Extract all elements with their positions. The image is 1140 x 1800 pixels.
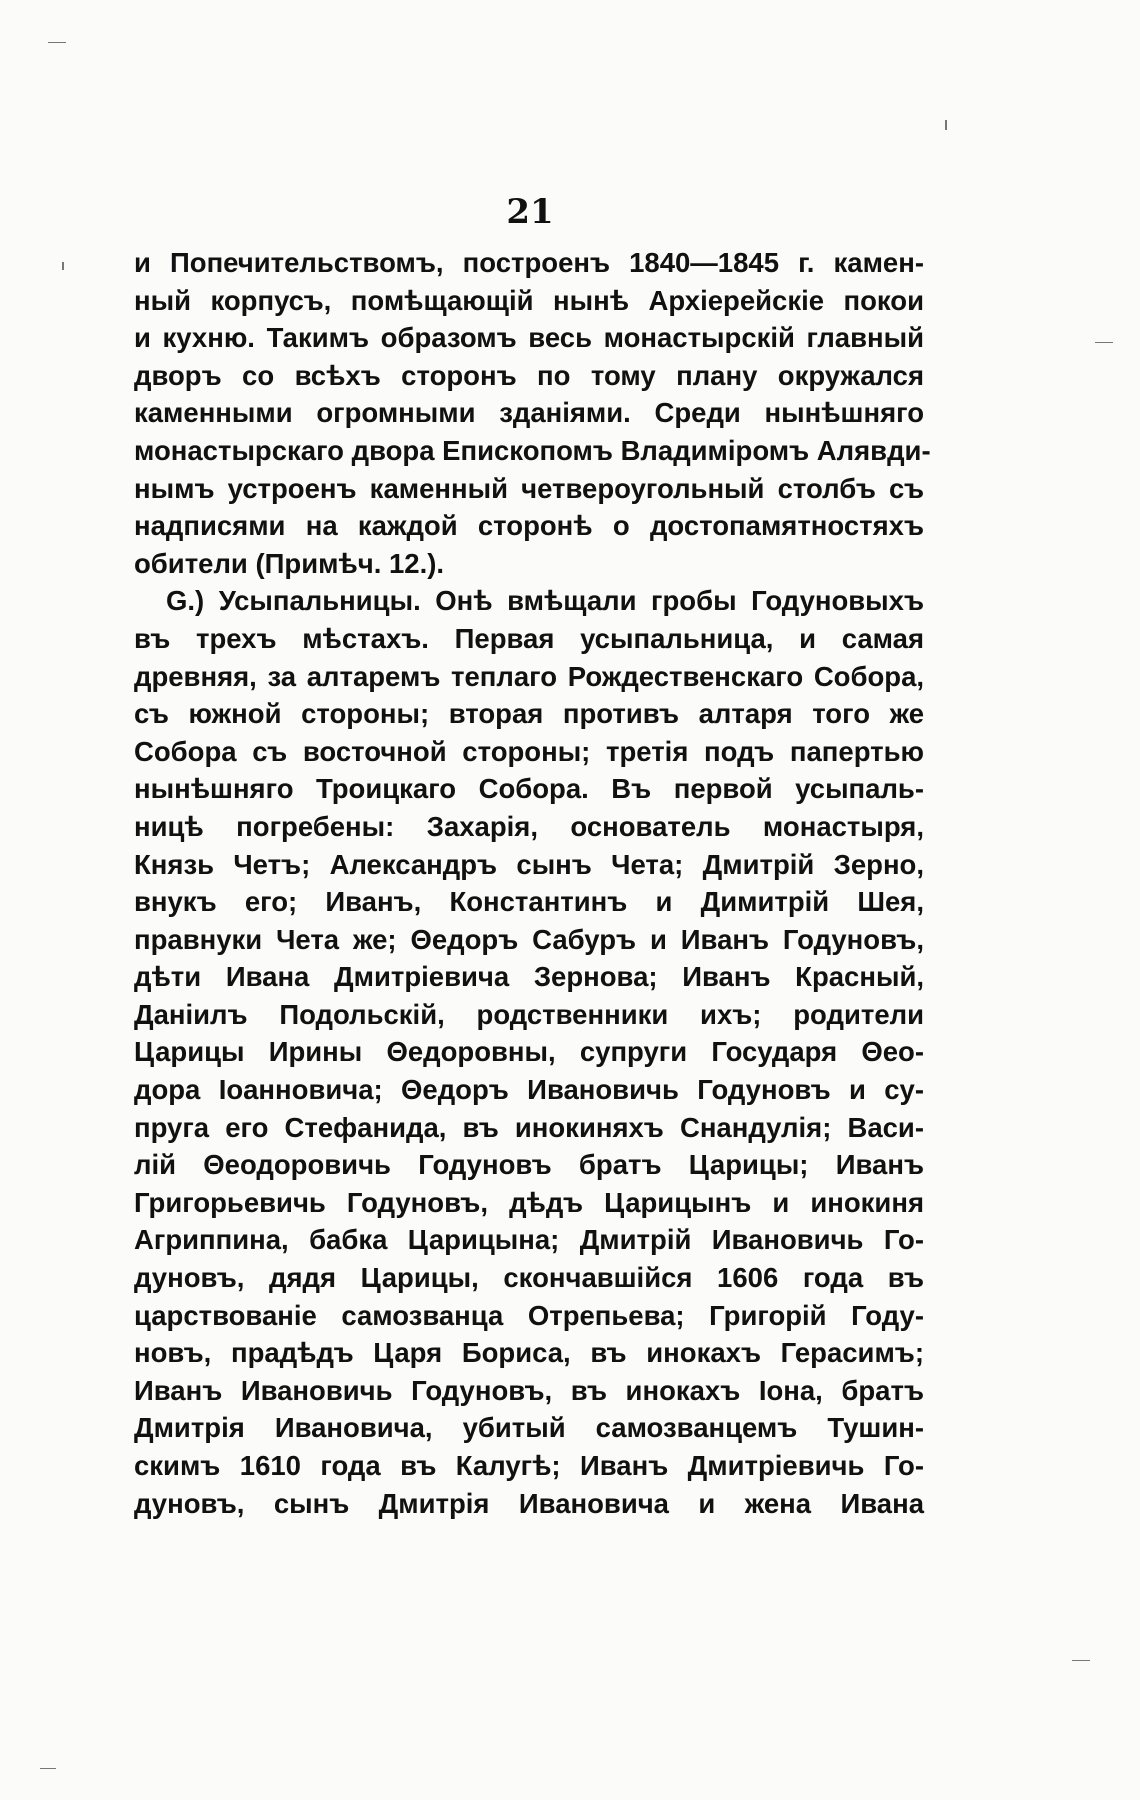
text-line: новъ, прадѣдъ Царя Бориса, въ инокахъ Герасимъ;	[134, 1337, 924, 1369]
text-line: древняя, за алтаремъ теплаго Рождественскаго Собора,	[134, 660, 924, 692]
text-line: дуновъ, сынъ Дмитрія Ивановича и жена Ивана	[134, 1487, 924, 1519]
text-line: лій Θеодоровичь Годуновъ братъ Царицы; Иванъ	[134, 1149, 924, 1181]
text-line: дворъ со всѣхъ сторонъ по тому плану окружался	[134, 359, 924, 391]
text-line: ницѣ погребены: Захарія, основатель монастыря,	[134, 810, 924, 842]
text-line: ный корпусъ, помѣщающій нынѣ Архіерейскіе покои	[134, 284, 924, 316]
text-line: Собора съ восточной стороны; третія подъ папертью	[134, 735, 924, 767]
text-line: правнуки Чета же; Θедоръ Сабуръ и Иванъ Годуновъ,	[134, 923, 924, 955]
text-line: Агриппина, бабка Царицына; Дмитрій Ивановичь Го-	[134, 1224, 924, 1256]
text-line: нынѣшняго Троицкаго Собора. Въ первой усыпаль-	[134, 773, 924, 805]
text-line: Иванъ Ивановичь Годуновъ, въ инокахъ Іона, братъ	[134, 1374, 924, 1406]
text-line: съ южной стороны; вторая противъ алтаря того же	[134, 698, 924, 730]
text-line: внукъ его; Иванъ, Константинъ и Димитрій Шея,	[134, 886, 924, 918]
text-line: Князь Четъ; Александръ сынъ Чета; Дмитрій Зерно,	[134, 848, 924, 880]
text-line: дѣти Ивана Дмитріевича Зернова; Иванъ Красный,	[134, 961, 924, 993]
scan-mark-right-lower	[1072, 1660, 1090, 1661]
text-line: царствованіе самозванца Отрепьева; Григорій Году-	[134, 1299, 924, 1331]
text-line: въ трехъ мѣстахъ. Первая усыпальница, и самая	[134, 622, 924, 654]
page-number: 21	[506, 192, 554, 232]
text-line: надписями на каждой сторонѣ о достопамятностяхъ	[134, 510, 924, 542]
scan-mark-top-right	[945, 120, 947, 130]
text-line: Царицы Ирины Θедоровны, супруги Государя Θео-	[134, 1036, 924, 1068]
text-line: обители (Примѣч. 12.).	[134, 547, 445, 579]
text-line: скимъ 1610 года въ Калугѣ; Иванъ Дмитріевичь Го-	[134, 1450, 924, 1481]
text-line: дуновъ, дядя Царицы, скончавшійся 1606 года въ	[134, 1262, 924, 1294]
text-line: и кухню. Такимъ образомъ весь монастырскій главный	[134, 322, 924, 354]
text-line: дора Іоанновича; Θедоръ Ивановичь Годуновъ и су-	[134, 1074, 924, 1106]
text-line: и Попечительствомъ, построенъ 1840—1845 г. камен-	[134, 247, 924, 278]
text-line: Дмитрія Ивановича, убитый самозванцемъ Тушин-	[134, 1412, 924, 1444]
text-line: Даніилъ Подольскій, родственники ихъ; родители	[134, 998, 924, 1030]
text-line: монастырскаго двора Епископомъ Владиміромъ Алявди-	[134, 434, 931, 466]
section-heading-line: G.) Усыпальницы. Онѣ вмѣщали гробы Годуновыхъ	[166, 585, 924, 617]
text-line: пруга его Стефанида, въ инокиняхъ Снандулія; Васи-	[134, 1111, 924, 1143]
text-line: нымъ устроенъ каменный четвероугольный столбъ съ	[134, 472, 924, 504]
scan-mark-top-left	[48, 42, 66, 43]
scan-mark-right-upper	[1095, 342, 1113, 343]
text-line: Григорьевичь Годуновъ, дѣдъ Царицынъ и инокиня	[134, 1186, 924, 1218]
scan-mark-left	[62, 262, 64, 270]
body-text	[134, 244, 931, 1522]
scan-mark-bottom-left	[40, 1768, 56, 1769]
text-line: каменными огромными зданіями. Среди нынѣшняго	[134, 397, 924, 429]
